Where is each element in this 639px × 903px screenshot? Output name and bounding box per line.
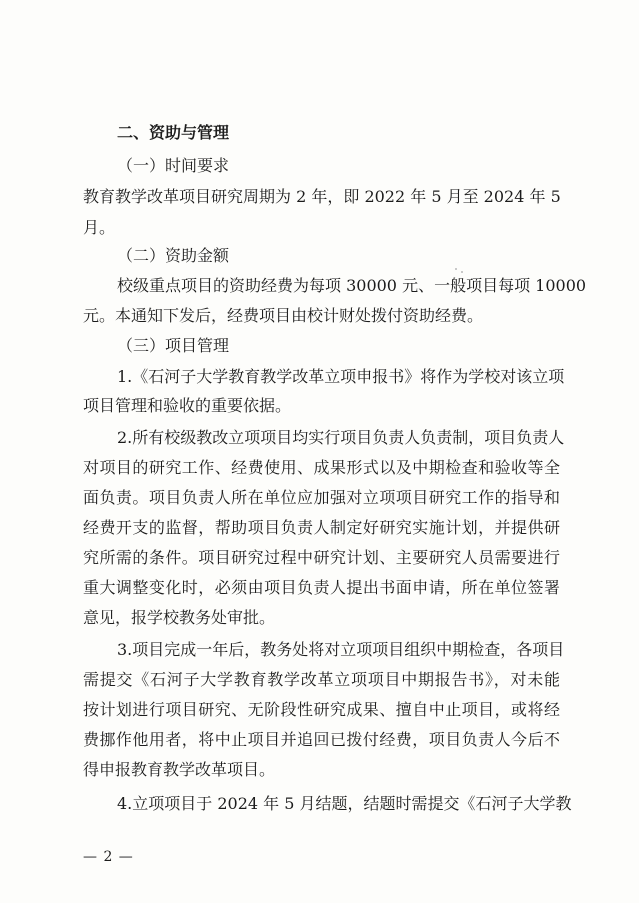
paragraph-line: 教育教学改革项目研究周期为 2 年，即 2022 年 5 月至 2024 年 5 — [83, 187, 561, 206]
paragraph-line: 面负责。项目负责人所在单位应加强对立项项目研究工作的指导和 — [83, 488, 560, 507]
subsection-heading-funding: （二）资助金额 — [117, 246, 230, 265]
paragraph-line: 经费开支的监督，帮助项目负责人制定好研究实施计划，并提供研 — [83, 518, 560, 537]
paragraph-line: 元。本通知下发后，经费项目由校计财处拨付资助经费。 — [83, 306, 484, 325]
paragraph-line: 重大调整变化时，必须由项目负责人提出书面申请，所在单位签署 — [83, 578, 560, 597]
page-number: — 2 — — [83, 849, 134, 865]
paragraph-line: 2.所有校级教改立项项目均实行项目负责人负责制，项目负责人 — [117, 428, 565, 447]
paragraph-line: 意见，报学校教务处审批。 — [83, 608, 276, 627]
subsection-heading-management: （三）项目管理 — [117, 336, 230, 355]
paragraph-line: 4.立项项目于 2024 年 5 月结题，结题时需提交《石河子大学教 — [117, 794, 572, 813]
paragraph-line: 月。 — [83, 218, 116, 237]
paragraph-line: 费挪作他用者，将中止项目并追回已拨付经费，项目负责人今后不 — [83, 730, 560, 749]
subsection-heading-time: （一）时间要求 — [117, 156, 230, 175]
paragraph-line: 对项目的研究工作、经费使用、成果形式以及中期检查和验收等全 — [83, 458, 560, 477]
paragraph-line: 得申报教育教学改革项目。 — [83, 760, 276, 779]
scan-speck — [455, 268, 457, 270]
paragraph-line: 校级重点项目的资助经费为每项 30000 元、一般项目每项 10000 — [117, 276, 587, 295]
paragraph-line: 项目管理和验收的重要依据。 — [83, 396, 292, 415]
paragraph-line: 3.项目完成一年后，教务处将对立项项目组织中期检查，各项目 — [117, 640, 565, 659]
paragraph-line: 1.《石河子大学教育教学改革立项申报书》将作为学校对该立项 — [117, 367, 565, 386]
scan-speck — [461, 271, 463, 273]
paragraph-line: 需提交《石河子大学教育教学改革立项项目中期报告书》，对未能 — [83, 670, 560, 689]
paragraph-line: 按计划进行项目研究、无阶段性研究成果、擅自中止项目，或将经 — [83, 700, 560, 719]
paragraph-line: 究所需的条件。项目研究过程中研究计划、主要研究人员需要进行 — [83, 548, 560, 567]
section-heading: 二、资助与管理 — [117, 123, 230, 142]
